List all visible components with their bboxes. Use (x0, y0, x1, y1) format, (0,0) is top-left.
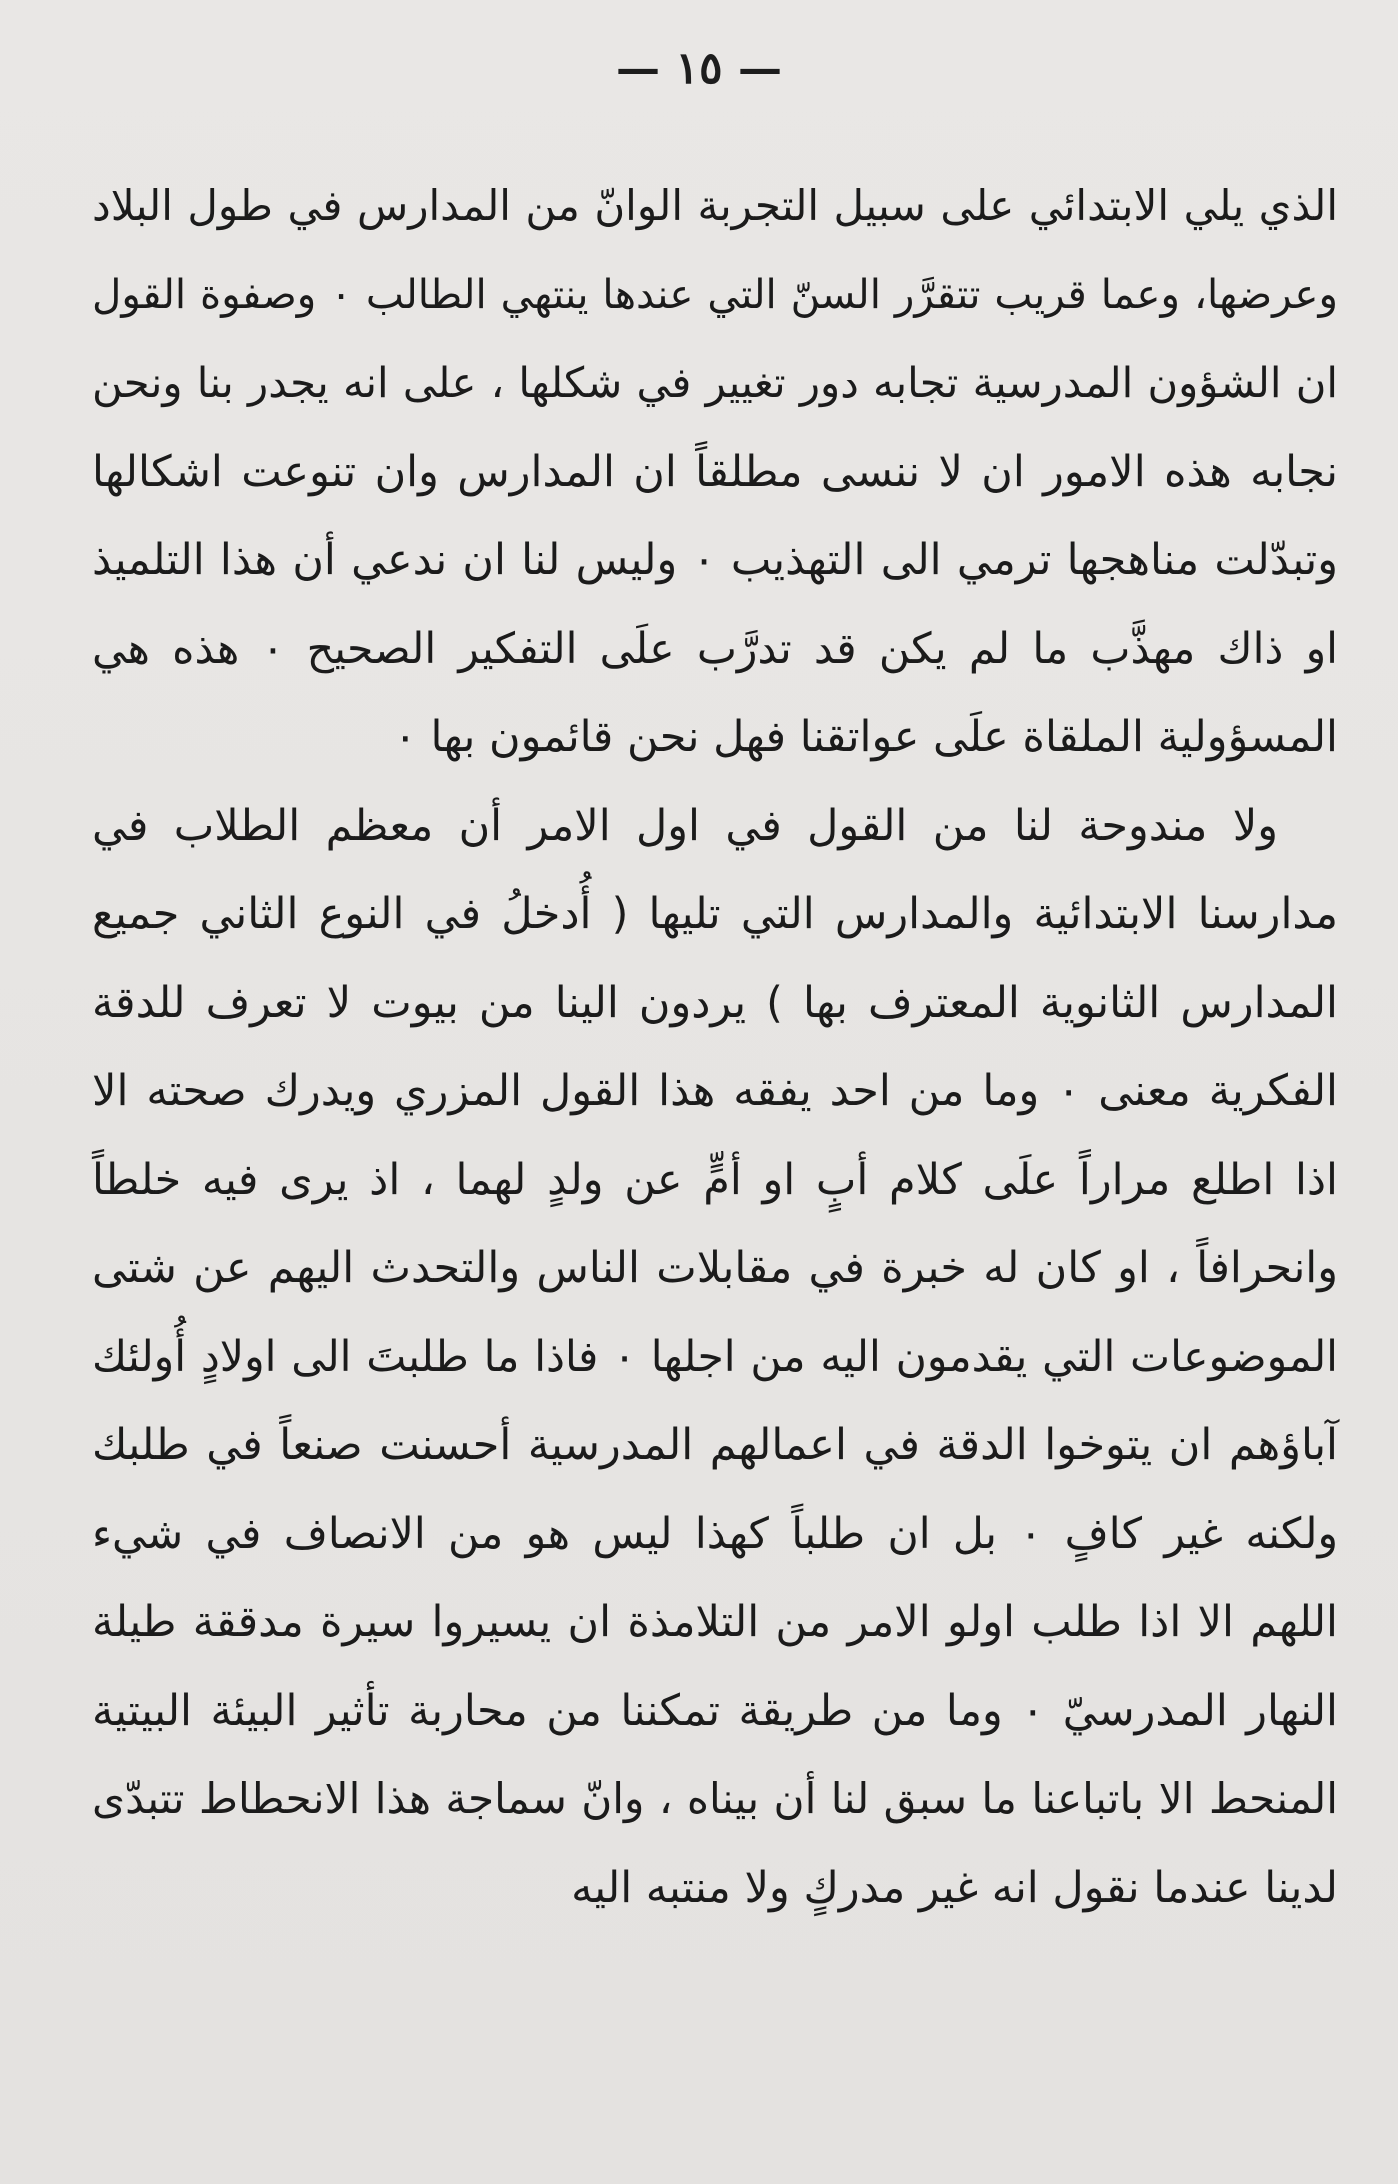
text-line: الذي يلي الابتدائي على سبيل التجربة الوانّ من المدارس في طول البلاد (92, 181, 1338, 230)
text-line: وانحرافاً ، او كان له خبرة في مقابلات الناس والتحدث اليهم عن شتى (92, 1243, 1338, 1293)
text-line: ان الشؤون المدرسية تجابه دور تغيير في شكلها ، على انه يجدر بنا ونحن (92, 358, 1338, 407)
text-line: المسؤولية الملقاة علَى عواتقنا فهل نحن قائمون بها ٠ (393, 712, 1338, 762)
body-text (92, 162, 1338, 1932)
text-line: المدارس الثانوية المعترف بها ) يردون الينا من بيوت لا تعرف للدقة (92, 977, 1338, 1028)
text-line: وعرضها، وعما قريب تتقرَّر السنّ التي عندها ينتهي الطالب ٠ وصفوة القول (92, 270, 1338, 318)
text-line: لدينا عندما نقول انه غير مدركٍ ولا منتبه اليه (571, 1862, 1338, 1913)
text-line: النهار المدرسيّ ٠ وما من طريقة تمكننا من محاربة تأثير البيئة البيتية (92, 1685, 1338, 1736)
text-line: وتبدّلت مناهجها ترمي الى التهذيب ٠ وليس لنا ان ندعي أن هذا التلميذ (92, 535, 1338, 585)
page-number: — ١٥ — (616, 43, 782, 94)
text-line: نجابه هذه الامور ان لا ننسى مطلقاً ان المدارس وان تنوعت اشكالها (92, 446, 1338, 497)
text-line: الموضوعات التي يقدمون اليه من اجلها ٠ فاذا ما طلبتَ الى اولادٍ أُولئك (92, 1331, 1339, 1382)
text-line: او ذاك مهذَّب ما لم يكن قد تدرَّب علَى التفكير الصحيح ٠ هذه هي (92, 623, 1338, 674)
text-line: المنحط الا باتباعنا ما سبق لنا أن بيناه ، وانّ سماجة هذا الانحطاط تتبدّى (92, 1774, 1338, 1823)
text-line: مدارسنا الابتدائية والمدارس التي تليها ( أُدخلُ في النوع الثاني جميع (92, 889, 1338, 939)
text-line: آباؤهم ان يتوخوا الدقة في اعمالهم المدرسية أحسنت صنعاً في طلبك (92, 1420, 1338, 1470)
text-line: الفكرية معنى ٠ وما من احد يفقه هذا القول المزري ويدرك صحته الا (92, 1066, 1338, 1116)
text-line: اللهم الا اذا طلب اولو الامر من التلامذة ان يسيروا سيرة مدققة طيلة (92, 1597, 1338, 1647)
text-line: ولا مندوحة لنا من القول في اول الامر أن معظم الطلاب في (92, 800, 1278, 851)
text-line: اذا اطلع مراراً علَى كلام أبٍ او أمٍّ عن ولدٍ لهما ، اذ يرى فيه خلطاً (92, 1154, 1338, 1205)
text-line: ولكنه غير كافٍ ٠ بل ان طلباً كهذا ليس هو من الانصاف في شيء (92, 1508, 1339, 1559)
